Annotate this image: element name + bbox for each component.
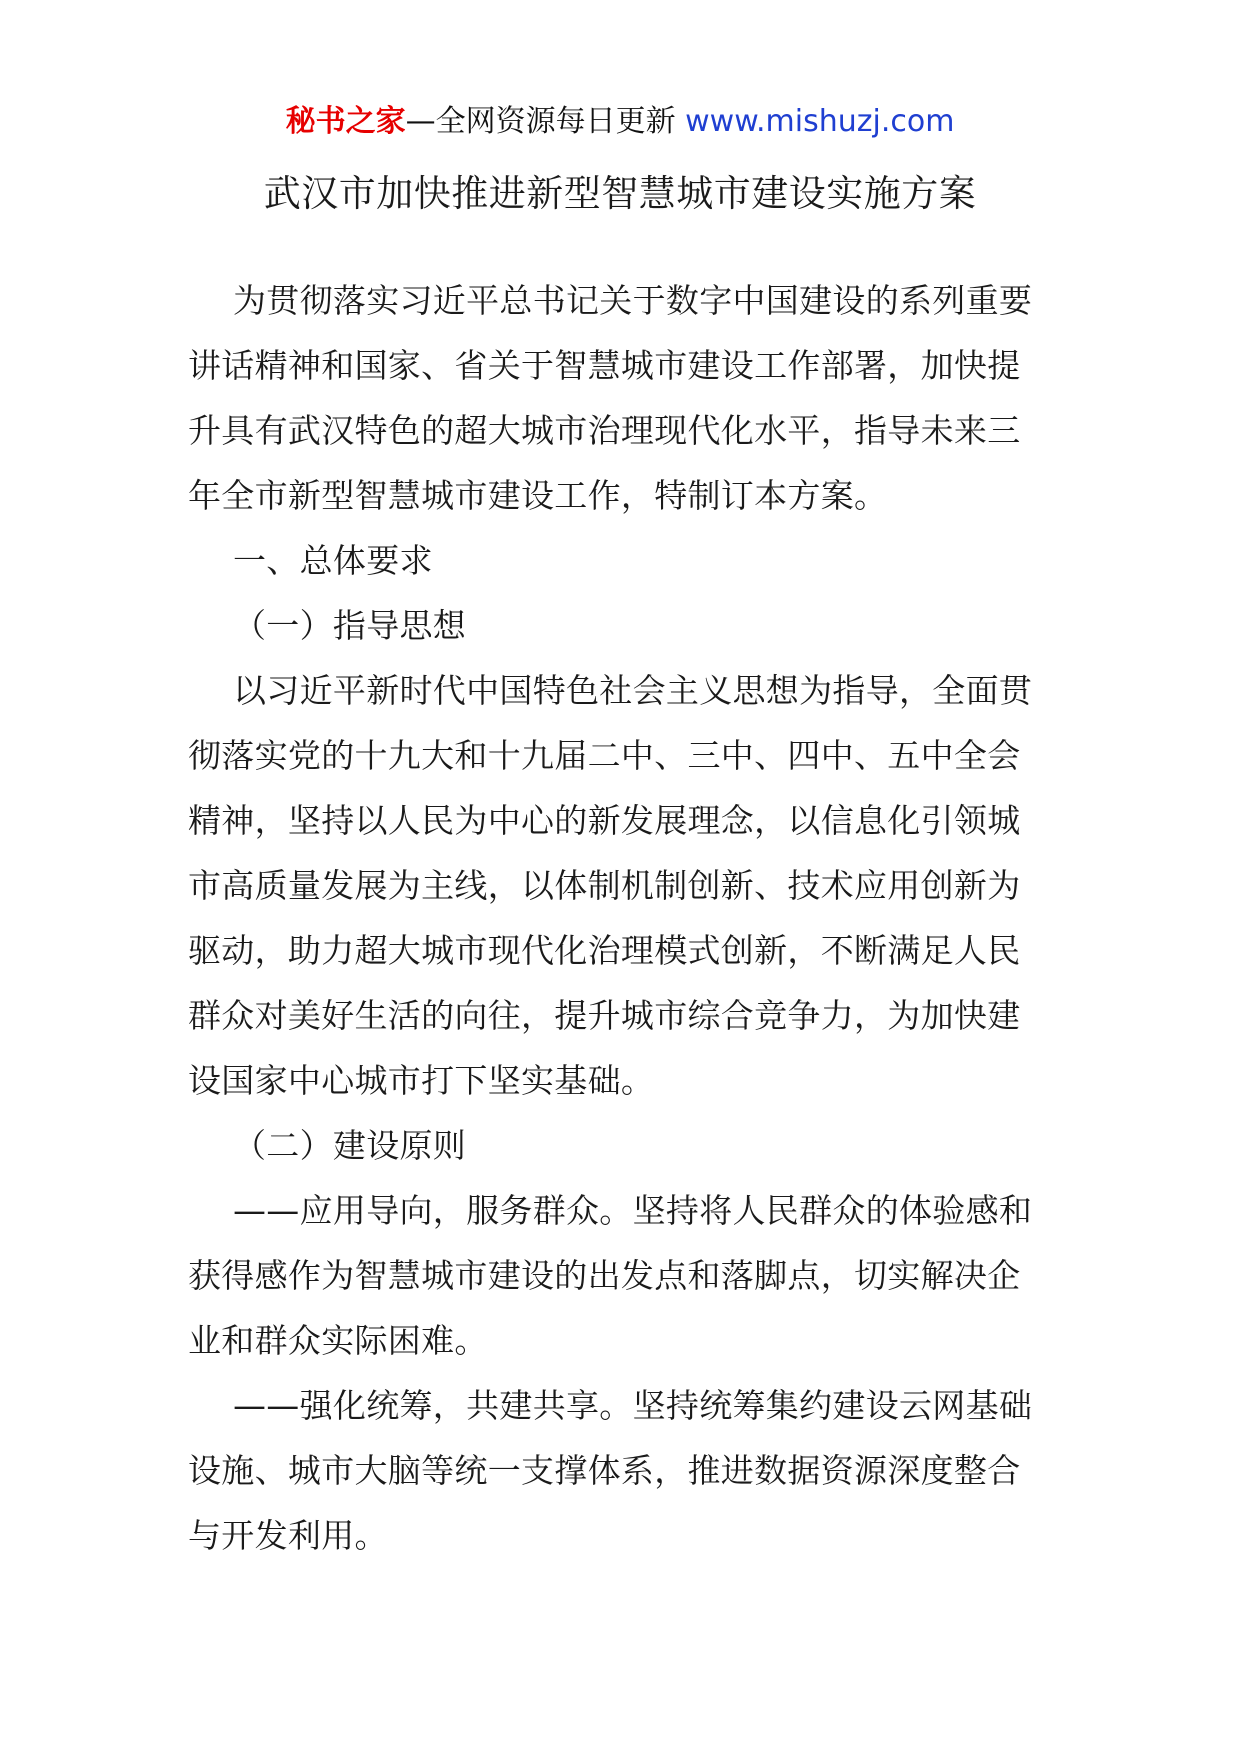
section-heading-overall-requirements: 一、总体要求	[233, 541, 433, 580]
site-header	[0, 100, 1240, 144]
guiding-ideology-paragraph: 以习近平新时代中国特色社会主义思想为指导，全面贯彻落实党的十九大和十九届二中、三中、四中、五中全会精神，坚持以人民为中心的新发展理念，以信息化引领城市高质量发展为主线，以体制机制创新、技术应用创新为驱动，助力超大城市现代化治理模式创新，不断满足人民群众对美好生活的向往，提升城市综合竞争力，为加快建设国家中心城市打下坚实基础。	[188, 671, 1033, 1100]
intro-paragraph: 为贯彻落实习近平总书记关于数字中国建设的系列重要讲话精神和国家、省关于智慧城市建设工作部署，加快提升具有武汉特色的超大城市治理现代化水平，指导未来三年全市新型智慧城市建设工作，特制订本方案。	[188, 281, 1033, 515]
brand-name: 秘书之家	[285, 104, 406, 139]
header-slogan: —全网资源每日更新	[405, 104, 676, 139]
principle-paragraph-application: ——应用导向，服务群众。坚持将人民群众的体验感和获得感作为智慧城市建设的出发点和落脚点，切实解决企业和群众实际困难。	[188, 1191, 1033, 1360]
subsection-heading-guiding-ideology: （一）指导思想	[233, 606, 467, 645]
document-body	[188, 268, 1050, 1568]
subsection-heading-principles: （二）建设原则	[233, 1126, 467, 1165]
principle-paragraph-coordination: ——强化统筹，共建共享。坚持统筹集约建设云网基础设施、城市大脑等统一支撑体系，推进数据资源深度整合与开发利用。	[188, 1386, 1033, 1555]
document-title: 武汉市加快推进新型智慧城市建设实施方案	[263, 172, 977, 215]
site-url-link[interactable]: www.mishuzj.com	[685, 104, 955, 139]
